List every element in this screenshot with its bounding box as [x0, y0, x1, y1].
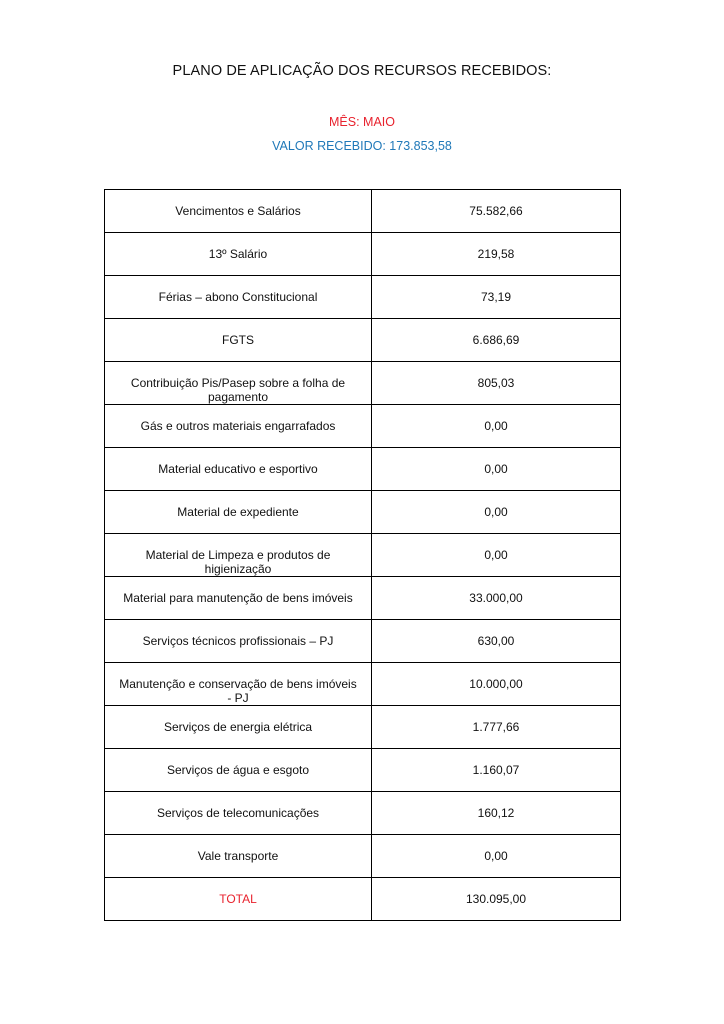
row-label: Vale transporte — [105, 835, 372, 878]
row-label: Manutenção e conservação de bens imóveis - PJ — [105, 663, 372, 706]
row-value: 75.582,66 — [372, 190, 621, 233]
total-label: TOTAL — [105, 878, 372, 921]
expense-table — [104, 189, 621, 921]
received-value: VALOR RECEBIDO: 173.853,58 — [272, 139, 452, 153]
row-value: 0,00 — [372, 448, 621, 491]
month-label: MÊS: MAIO — [329, 115, 395, 129]
row-value: 1.160,07 — [372, 749, 621, 792]
table-row — [105, 190, 621, 233]
row-label: Gás e outros materiais engarrafados — [105, 405, 372, 448]
row-label: Contribuição Pis/Pasep sobre a folha de pagamento — [105, 362, 372, 405]
row-value: 805,03 — [372, 362, 621, 405]
table-row — [105, 362, 621, 405]
row-label: Serviços técnicos profissionais – PJ — [105, 620, 372, 663]
total-row — [105, 878, 621, 921]
row-label: Material de expediente — [105, 491, 372, 534]
row-value: 33.000,00 — [372, 577, 621, 620]
table-row — [105, 663, 621, 706]
row-label: 13º Salário — [105, 233, 372, 276]
table-row — [105, 233, 621, 276]
row-value: 0,00 — [372, 405, 621, 448]
row-value: 1.777,66 — [372, 706, 621, 749]
table-row — [105, 577, 621, 620]
table-row — [105, 534, 621, 577]
row-value: 160,12 — [372, 792, 621, 835]
row-value: 630,00 — [372, 620, 621, 663]
table-row — [105, 792, 621, 835]
table-row — [105, 835, 621, 878]
table-row — [105, 620, 621, 663]
row-label: Material de Limpeza e produtos de higienização — [105, 534, 372, 577]
row-value: 219,58 — [372, 233, 621, 276]
row-label: FGTS — [105, 319, 372, 362]
row-label: Vencimentos e Salários — [105, 190, 372, 233]
row-value: 10.000,00 — [372, 663, 621, 706]
table-row — [105, 448, 621, 491]
row-label: Serviços de água e esgoto — [105, 749, 372, 792]
row-label: Serviços de telecomunicações — [105, 792, 372, 835]
row-value: 0,00 — [372, 534, 621, 577]
row-value: 6.686,69 — [372, 319, 621, 362]
table-row — [105, 491, 621, 534]
table-row — [105, 749, 621, 792]
table-row — [105, 706, 621, 749]
row-label: Serviços de energia elétrica — [105, 706, 372, 749]
table-row — [105, 405, 621, 448]
row-value: 0,00 — [372, 835, 621, 878]
document-title: PLANO DE APLICAÇÃO DOS RECURSOS RECEBIDOS: — [172, 63, 552, 79]
row-label: Material educativo e esportivo — [105, 448, 372, 491]
total-value: 130.095,00 — [372, 878, 621, 921]
table-row — [105, 319, 621, 362]
row-label: Material para manutenção de bens imóveis — [105, 577, 372, 620]
table-row — [105, 276, 621, 319]
row-value: 73,19 — [372, 276, 621, 319]
row-value: 0,00 — [372, 491, 621, 534]
row-label: Férias – abono Constitucional — [105, 276, 372, 319]
